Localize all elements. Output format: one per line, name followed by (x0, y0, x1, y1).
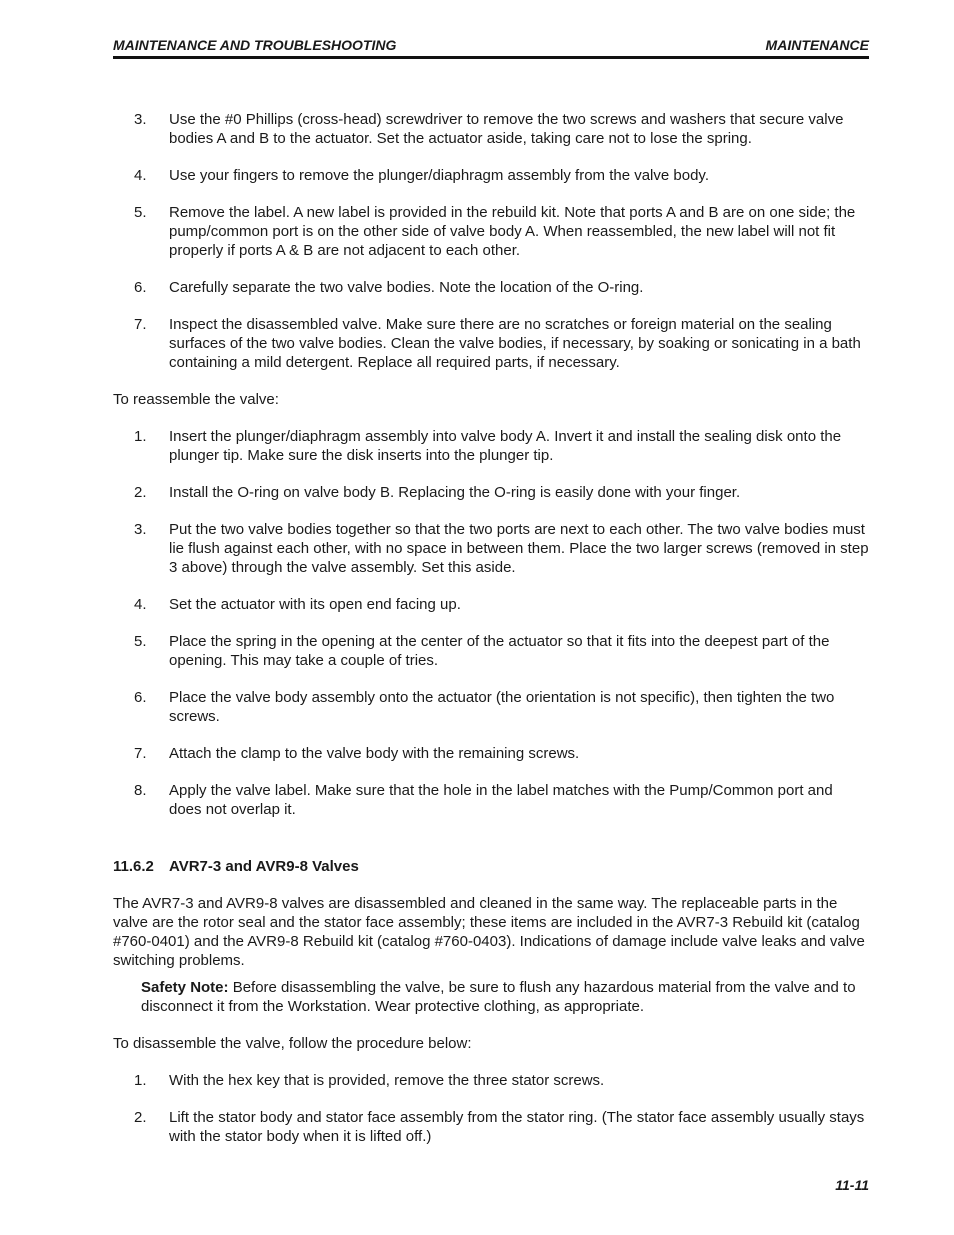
step-number: 2. (134, 1109, 147, 1126)
step-number: 8. (134, 782, 147, 799)
list-item (113, 744, 869, 763)
step-text: Use the #0 Phillips (cross-head) screwdriver to remove the two screws and washers that secure valve bodies A and B to the actuator. Set the actuator aside, taking care not to lose the spring. (169, 111, 844, 147)
header-section-title: MAINTENANCE (765, 37, 869, 53)
step-number: 1. (134, 1072, 147, 1089)
step-text: Place the valve body assembly onto the actuator (the orientation is not specific), then tighten the two screws. (169, 689, 835, 725)
step-text: With the hex key that is provided, remove the three stator screws. (169, 1072, 605, 1089)
safety-note-text: Before disassembling the valve, be sure to flush any hazardous material from the valve and to disconnect it from the Workstation. Wear protective clothing, as appropriate. (141, 979, 856, 1015)
section-number: 11.6.2 (113, 858, 154, 875)
steps-list-a (113, 110, 869, 372)
list-item (113, 110, 869, 148)
page-header (113, 36, 869, 59)
list-item (113, 483, 869, 502)
step-number: 7. (134, 316, 147, 333)
step-text: Apply the valve label. Make sure that the hole in the label matches with the Pump/Common port and does not overlap it. (169, 782, 833, 818)
step-number: 4. (134, 167, 147, 184)
step-number: 6. (134, 279, 147, 296)
list-item (113, 781, 869, 819)
list-item (113, 688, 869, 726)
list-item (113, 427, 869, 465)
list-item (113, 315, 869, 372)
list-item (113, 520, 869, 577)
list-item (113, 278, 869, 297)
step-number: 4. (134, 596, 147, 613)
step-number: 2. (134, 484, 147, 501)
list-item (113, 595, 869, 614)
disassemble-intro: To disassemble the valve, follow the procedure below: (113, 1035, 472, 1052)
steps-list-b (113, 427, 869, 819)
list-item (113, 1071, 869, 1090)
steps-list-c (113, 1071, 869, 1146)
step-text: Put the two valve bodies together so that the two ports are next to each other. The two valve bodies must lie flush against each other, with no space in between them. Place the two larger screws (removed in step 3 above) through the valve assembly. Set this aside. (169, 521, 869, 576)
list-item (113, 203, 869, 260)
step-number: 5. (134, 204, 147, 221)
step-number: 3. (134, 111, 147, 128)
header-chapter-title: MAINTENANCE AND TROUBLESHOOTING (113, 37, 397, 53)
safety-note (141, 978, 869, 1016)
list-item (113, 632, 869, 670)
step-text: Attach the clamp to the valve body with the remaining screws. (169, 745, 580, 762)
page-number: 11-11 (835, 1177, 869, 1193)
safety-note-label: Safety Note: (141, 979, 229, 996)
step-text: Place the spring in the opening at the center of the actuator so that it fits into the deepest part of the opening. This may take a couple of tries. (169, 633, 830, 669)
document-page (113, 0, 869, 1235)
step-number: 1. (134, 428, 147, 445)
step-text: Lift the stator body and stator face assembly from the stator ring. (The stator face assembly usually stays with the stator body when it is lifted off.) (169, 1109, 865, 1145)
step-text: Use your fingers to remove the plunger/diaphragm assembly from the valve body. (169, 167, 709, 184)
list-item (113, 1108, 869, 1146)
step-number: 5. (134, 633, 147, 650)
page-body (113, 110, 869, 1164)
step-text: Install the O-ring on valve body B. Replacing the O-ring is easily done with your finger. (169, 484, 741, 501)
section-heading (113, 857, 869, 876)
step-text: Remove the label. A new label is provided in the rebuild kit. Note that ports A and B are on one side; the pump/common port is on the other side of valve body A. When reassembled, the new label will not fit properly if ports A & B are not adjacent to each other. (169, 204, 856, 259)
section-title: AVR7-3 and AVR9-8 Valves (169, 858, 359, 875)
step-text: Insert the plunger/diaphragm assembly into valve body A. Invert it and install the sealing disk onto the plunger tip. Make sure the disk inserts into the plunger tip. (169, 428, 842, 464)
list-item (113, 166, 869, 185)
step-text: Inspect the disassembled valve. Make sure there are no scratches or foreign material on the sealing surfaces of the two valve bodies. Clean the valve bodies, if necessary, by soaking or sonicating in a bath containing a mild detergent. Replace all required parts, if necessary. (169, 316, 861, 371)
step-number: 3. (134, 521, 147, 538)
step-text: Set the actuator with its open end facing up. (169, 596, 461, 613)
reassemble-intro: To reassemble the valve: (113, 391, 279, 408)
step-text: Carefully separate the two valve bodies. Note the location of the O-ring. (169, 279, 644, 296)
step-number: 7. (134, 745, 147, 762)
step-number: 6. (134, 689, 147, 706)
section-paragraph: The AVR7-3 and AVR9-8 valves are disassembled and cleaned in the same way. The replaceable parts in the valve are the rotor seal and the stator face assembly; these items are included in the AVR7-3 Rebuild kit (catalog #760-0401) and the AVR9-8 Rebuild kit (catalog #760-0403). Indications of damage include valve leaks and valve switching problems. (113, 895, 865, 969)
